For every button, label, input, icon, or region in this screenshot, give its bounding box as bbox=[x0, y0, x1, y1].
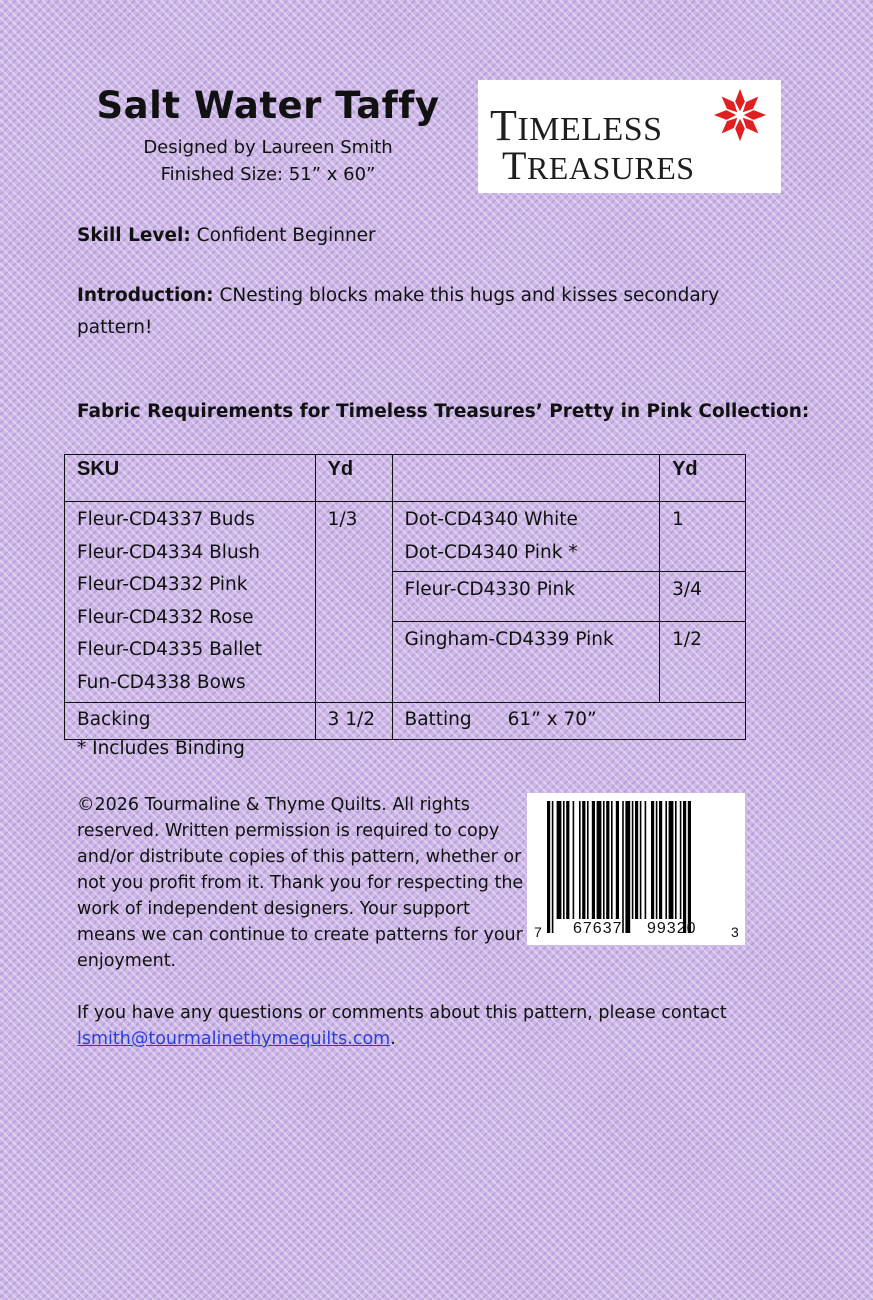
backing-yardage: 3 1/2 bbox=[315, 703, 392, 740]
table-row bbox=[65, 502, 746, 572]
barcode-group-1: 67637 bbox=[573, 920, 623, 937]
star-petal bbox=[735, 119, 745, 141]
barcode-bar bbox=[582, 801, 585, 919]
contact-text: If you have any questions or comments about this pattern, please contact bbox=[77, 1003, 727, 1023]
barcode-bar bbox=[625, 801, 630, 933]
yardage-dot: 1 bbox=[660, 502, 746, 572]
table-header-row bbox=[65, 455, 746, 502]
skill-label: Skill Level: bbox=[77, 225, 191, 246]
barcode-bar bbox=[616, 801, 619, 919]
header-blank bbox=[392, 455, 660, 502]
header-sku: SKU bbox=[65, 455, 316, 502]
backing-label: Backing bbox=[65, 703, 316, 740]
batting-size: 61” x 70” bbox=[507, 709, 597, 731]
barcode-bar bbox=[656, 801, 658, 919]
binding-note: * Includes Binding bbox=[77, 738, 245, 759]
barcode-bar bbox=[622, 801, 624, 933]
barcode-bar bbox=[579, 801, 581, 919]
batting-cell bbox=[392, 703, 746, 740]
table-row bbox=[65, 703, 746, 740]
designer-credit: Designed by Laureen Smith bbox=[143, 137, 393, 158]
yardage-gingham: 1/2 bbox=[660, 622, 746, 703]
barcode-bar bbox=[587, 801, 589, 919]
barcode-group-2: 99320 bbox=[647, 920, 697, 937]
barcode-bar bbox=[640, 801, 642, 919]
timeless-treasures-logo bbox=[478, 80, 781, 193]
barcode-digit-left: 7 bbox=[534, 924, 542, 940]
star-petal bbox=[714, 110, 736, 120]
fabric-list-dot bbox=[392, 502, 660, 572]
barcode-bar bbox=[645, 801, 647, 919]
barcode-bar bbox=[683, 801, 686, 933]
barcode-bar bbox=[547, 801, 550, 933]
barcode-digit-right: 3 bbox=[731, 924, 739, 940]
barcode-bar bbox=[611, 801, 613, 919]
barcode-bar bbox=[597, 801, 602, 919]
introduction bbox=[77, 280, 757, 344]
barcode-bar bbox=[651, 801, 654, 919]
barcode bbox=[527, 793, 745, 945]
yardage-left: 1/3 bbox=[315, 502, 392, 703]
fabric-requirements-table bbox=[64, 454, 746, 740]
logo-line-1: TIMELESS bbox=[490, 101, 663, 150]
contact-info bbox=[77, 1000, 777, 1052]
email-link[interactable]: lsmith@tourmalinethymequilts.com bbox=[77, 1029, 391, 1049]
star-logo-icon bbox=[711, 86, 769, 144]
finished-size: Finished Size: 51” x 60” bbox=[160, 164, 376, 185]
fabric-item: Dot-CD4340 White bbox=[404, 509, 578, 530]
barcode-bar bbox=[592, 801, 595, 919]
contact-period: . bbox=[390, 1029, 396, 1049]
pattern-title: Salt Water Taffy bbox=[96, 84, 440, 127]
fabric-list-left bbox=[65, 502, 316, 703]
barcode-bar bbox=[573, 801, 575, 919]
fabric-item: Gingham-CD4339 Pink bbox=[392, 622, 660, 703]
fabric-item: Fun-CD4338 Bows bbox=[77, 671, 246, 693]
barcode-bar bbox=[606, 801, 609, 919]
intro-text: CNesting blocks make this hugs and kisses secondary pattern! bbox=[77, 285, 720, 338]
logo-line-2: TREASURES bbox=[502, 143, 695, 188]
barcode-bar bbox=[632, 801, 634, 919]
barcode-bar bbox=[557, 801, 562, 919]
barcode-bars-icon bbox=[527, 793, 745, 945]
header-yd-2: Yd bbox=[660, 455, 746, 502]
copyright-notice: ©2026 Tourmaline & Thyme Quilts. All rights reserved. Written permission is required to copy and/or distribute copies of this pattern, whether or not you profit from it. Thank you for respecting the work of independent designers. Your support means we can continue to create patterns for your enjoyment. bbox=[77, 795, 524, 971]
barcode-bar bbox=[659, 801, 662, 919]
fabric-item: Fleur-CD4335 Ballet bbox=[77, 639, 263, 661]
yardage-fleur: 3/4 bbox=[660, 572, 746, 622]
fabric-requirements-heading: Fabric Requirements for Timeless Treasures’ Pretty in Pink Collection: bbox=[77, 401, 810, 422]
header-yd: Yd bbox=[315, 455, 392, 502]
barcode-bar bbox=[603, 801, 605, 919]
barcode-bar bbox=[566, 801, 569, 919]
barcode-bar bbox=[669, 801, 674, 919]
fabric-item: Fleur-CD4332 Pink bbox=[77, 574, 248, 596]
fabric-item: Fleur-CD4334 Blush bbox=[77, 541, 261, 563]
fabric-item: Fleur-CD4330 Pink bbox=[392, 572, 660, 622]
intro-label: Introduction: bbox=[77, 285, 214, 306]
barcode-bar bbox=[675, 801, 677, 919]
barcode-bar bbox=[563, 801, 565, 919]
star-petal bbox=[735, 89, 745, 111]
fabric-item: Fleur-CD4332 Rose bbox=[77, 606, 254, 628]
barcode-bar bbox=[688, 801, 691, 933]
skill-level bbox=[77, 220, 376, 252]
barcode-bar bbox=[552, 801, 554, 933]
barcode-bar bbox=[665, 801, 667, 919]
skill-value: Confident Beginner bbox=[196, 225, 376, 246]
star-petal bbox=[744, 110, 766, 120]
barcode-bar bbox=[680, 801, 682, 919]
batting-label: Batting bbox=[404, 709, 472, 731]
barcode-bar bbox=[635, 801, 638, 919]
fabric-item: Dot-CD4340 Pink * bbox=[404, 541, 578, 563]
fabric-item: Fleur-CD4337 Buds bbox=[77, 509, 255, 530]
